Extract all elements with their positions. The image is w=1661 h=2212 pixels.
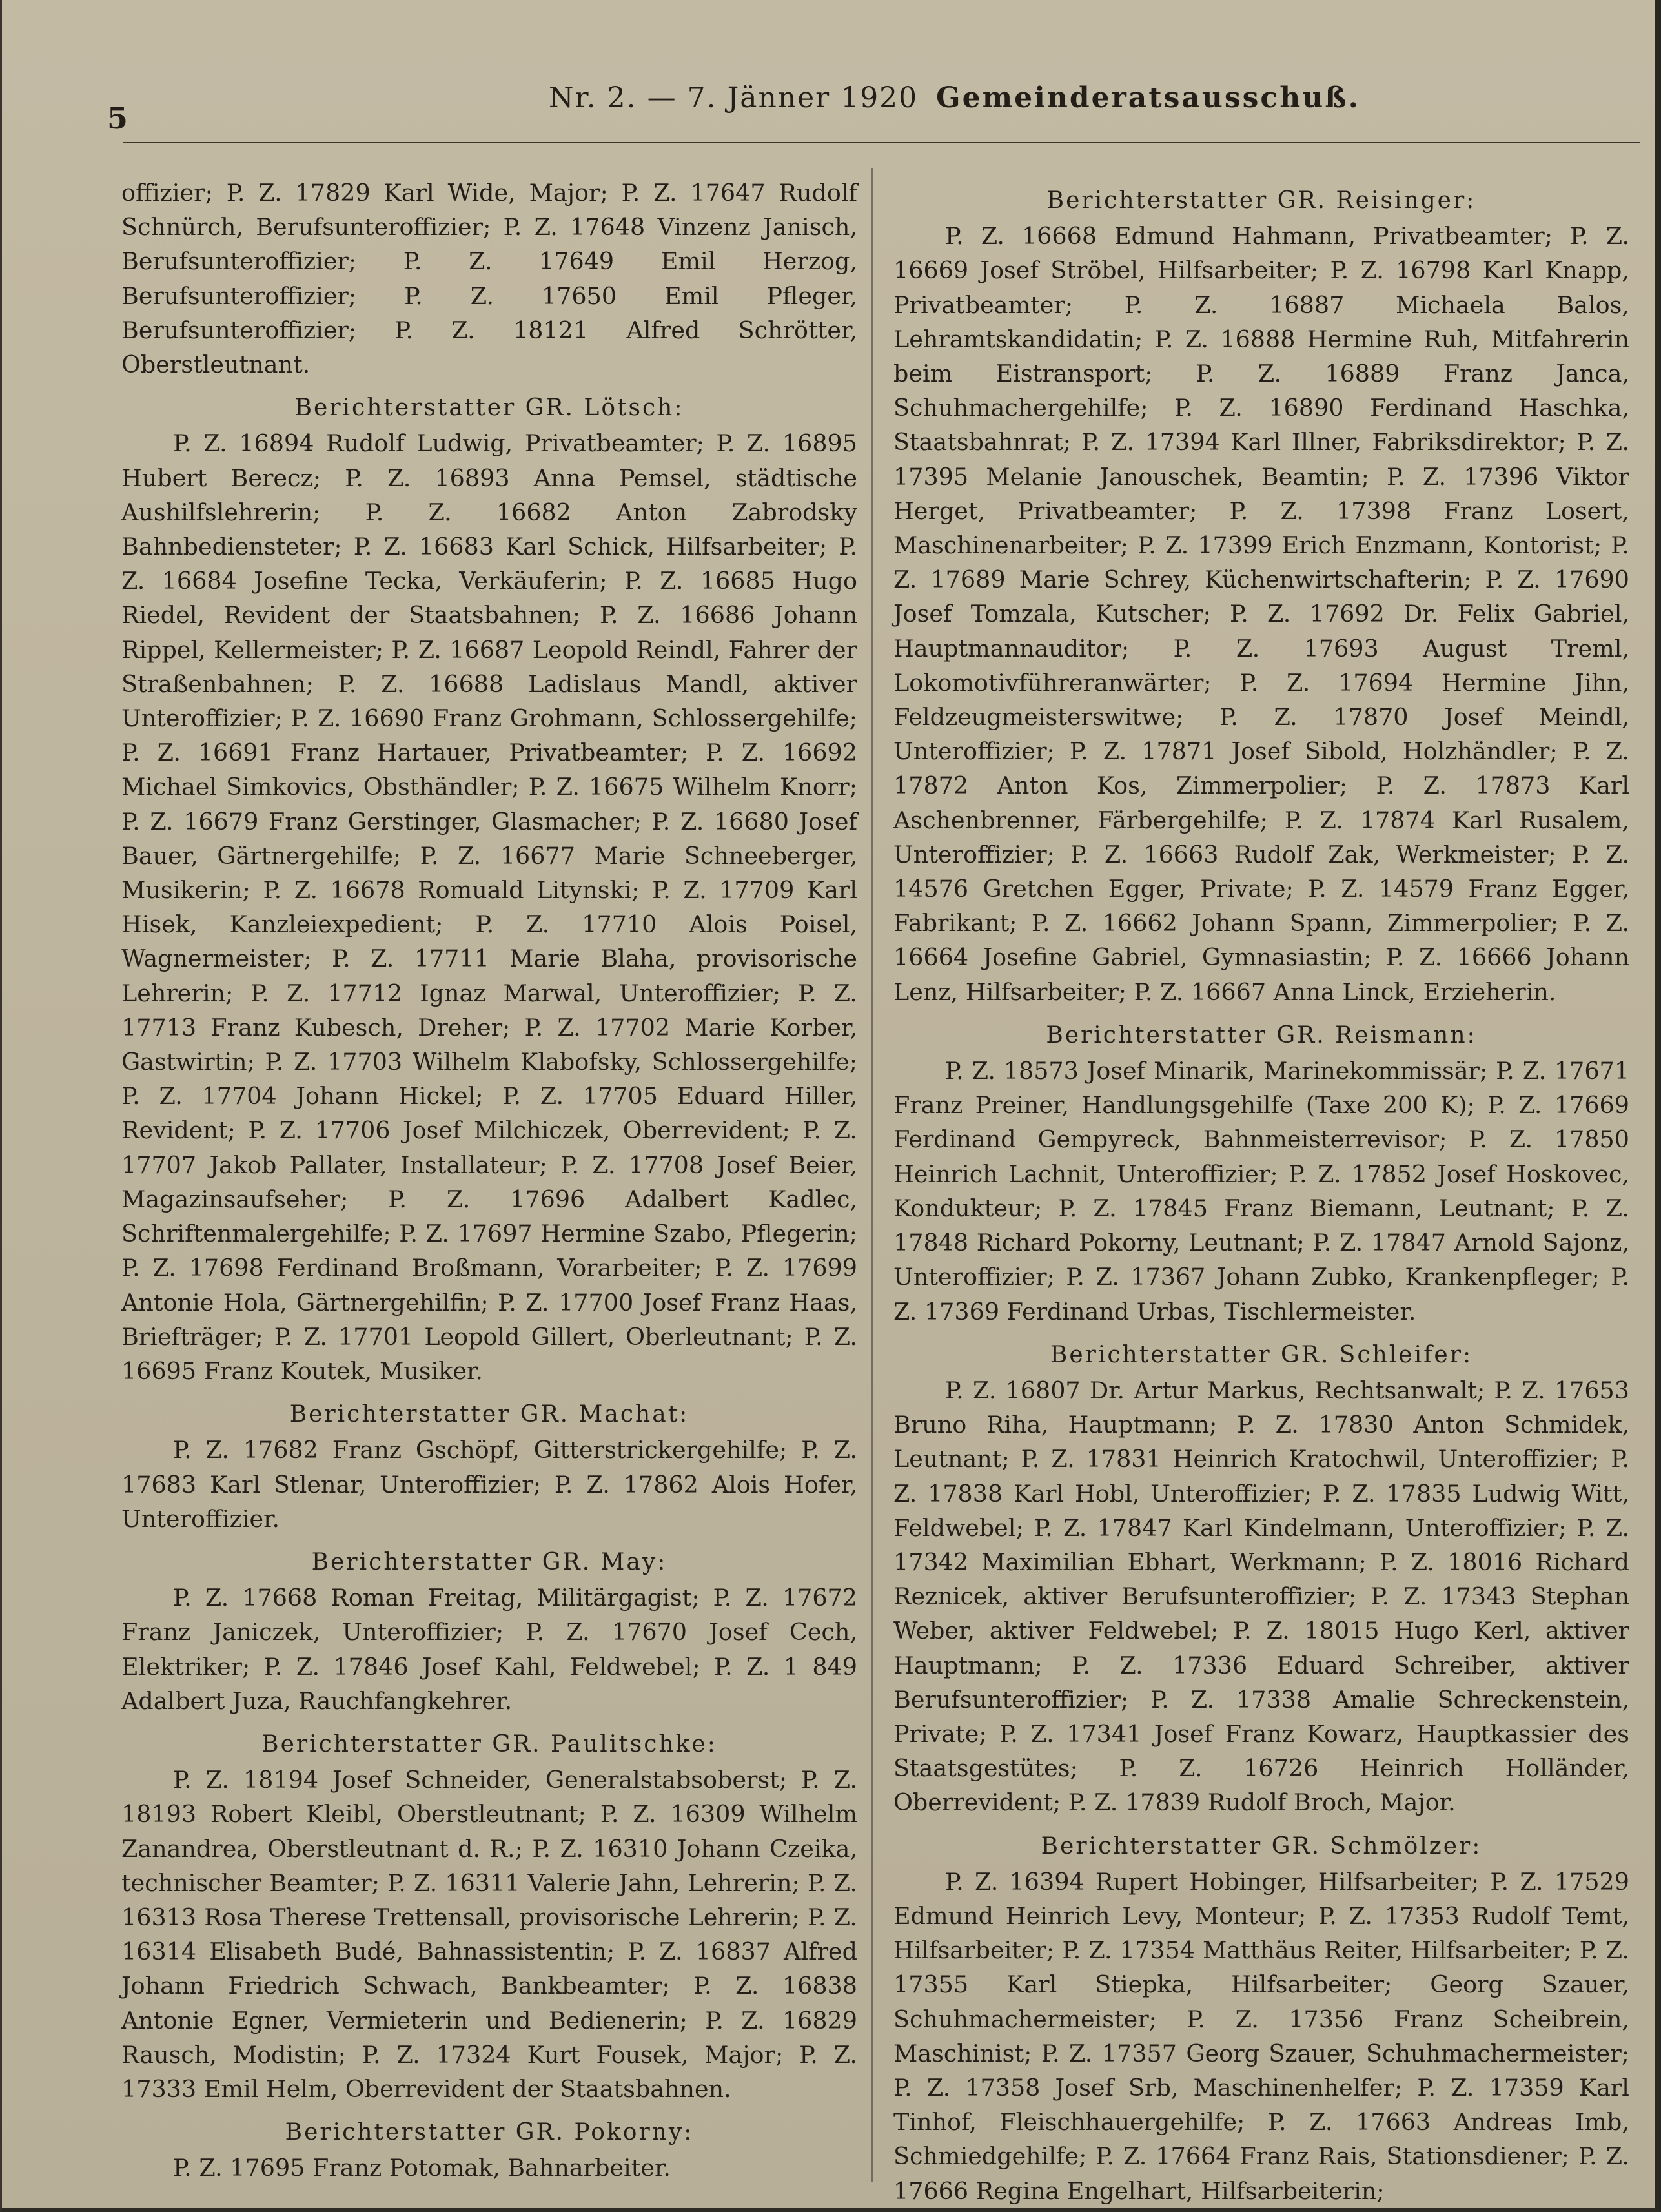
- section-heading: Berichterstatter GR. Pokorny:: [285, 2119, 694, 2146]
- section-paragraph: P. Z. 16668 Edmund Hahmann, Privatbeamter; P. Z. 16669 Josef Ströbel, Hilfsarbeiter; P. Z. 16798 Karl Knapp, Privatbeamter; P. Z. 16887 Michaela Balos, Lehramtskandidatin; P. Z. 16888 Hermine Ruh, Mitfahrerin beim Eistransport; P. Z. 16889 Franz Janca, Schuhmachergehilfe; P. Z. 16890 Ferdinand Haschka, Staatsbahnrat; P. Z. 17394 Karl Illner, Fabriksdirektor; P. Z. 17395 Melanie Janouschek, Beamtin; P. Z. 17396 Viktor Herget, Privatbeamter; P. Z. 17398 Franz Losert, Maschinenarbeiter; P. Z. 17399 Erich Enzmann, Kontorist; P. Z. 17689 Marie Schrey, Küchenwirtschafterin; P. Z. 17690 Josef Tomzala, Kutscher; P. Z. 17692 Dr. Felix Gabriel, Hauptmannauditor; P. Z. 17693 August Treml, Lokomotivführeranwärter; P. Z. 17694 Hermine Jihn, Feldzeugmeisterswitwe; P. Z. 17870 Josef Meindl, Unteroffizier; P. Z. 17871 Josef Sibold, Holzhändler; P. Z. 17872 Anton Kos, Zimmerpolier; P. Z. 17873 Karl Aschenbrenner, Färbergehilfe; P. Z. 17874 Karl Rusalem, Unteroffizier; P. Z. 16663 Rudolf Zak, Werkmeister; P. Z. 14576 Gretchen Egger, Private; P. Z. 14579 Franz Egger, Fabrikant; P. Z. 16662 Johann Spann, Zimmerpolier; P. Z. 16664 Josefine Gabriel, Gymnasiastin; P. Z. 16666 Johann Lenz, Hilfsarbeiter; P. Z. 16667 Anna Linck, Erzieherin.: [893, 222, 1629, 1006]
- section-paragraph: P. Z. 17695 Franz Potomak, Bahnarbeiter.: [173, 2154, 671, 2182]
- header-rule: [123, 141, 1640, 149]
- section-title: Gemeinderatsausschuß.: [936, 81, 1360, 114]
- section-heading: Berichterstatter GR. May:: [311, 1548, 667, 1575]
- section-heading: Berichterstatter GR. Reismann:: [1046, 1021, 1477, 1049]
- section-heading: Berichterstatter GR. Lötsch:: [294, 394, 684, 422]
- section-heading: Berichterstatter GR. Schmölzer:: [1041, 1832, 1482, 1859]
- left-column: [121, 176, 857, 2182]
- section-paragraph: P. Z. 17682 Franz Gschöpf, Gitterstrickergehilfe; P. Z. 17683 Karl Stlenar, Unteroffizier; P. Z. 17862 Alois Hofer, Unteroffizier.: [121, 1436, 857, 1533]
- page-number: 5: [107, 101, 128, 136]
- section-paragraph: P. Z. 16394 Rupert Hobinger, Hilfsarbeiter; P. Z. 17529 Edmund Heinrich Levy, Monteur; P. Z. 17353 Rudolf Temt, Hilfsarbeiter; P. Z. 17354 Matthäus Reiter, Hilfsarbeiter; P. Z. 17355 Karl Stiepka, Hilfsarbeiter; Georg Szauer, Schuhmachermeister; P. Z. 17356 Franz Scheibrein, Maschinist; P. Z. 17357 Georg Szauer, Schuhmachermeister; P. Z. 17358 Josef Srb, Maschinenhelfer; P. Z. 17359 Karl Tinhof, Fleischhauergehilfe; P. Z. 17663 Andreas Imb, Schmiedgehilfe; P. Z. 17664 Franz Rais, Stationsdiener; P. Z. 17666 Regina Engelhart, Hilfsarbeiterin;: [893, 1867, 1629, 2205]
- section-paragraph: P. Z. 16807 Dr. Artur Markus, Rechtsanwalt; P. Z. 17653 Bruno Riha, Hauptmann; P. Z. 17830 Anton Schmidek, Leutnant; P. Z. 17831 Heinrich Kratochwil, Unteroffizier; P. Z. 17838 Karl Hobl, Unteroffizier; P. Z. 17835 Ludwig Witt, Feldwebel; P. Z. 17847 Karl Kindelmann, Unteroffizier; P. Z. 17342 Maximilian Ebhart, Werkmann; P. Z. 18016 Richard Reznicek, aktiver Berufsunteroffizier; P. Z. 17343 Stephan Weber, aktiver Feldwebel; P. Z. 18015 Hugo Kerl, aktiver Hauptmann; P. Z. 17336 Eduard Schreiber, aktiver Berufsunteroffizier; P. Z. 17338 Amalie Schreckenstein, Private; P. Z. 17341 Josef Franz Kowarz, Hauptkassier des Staatsgestütes; P. Z. 16726 Heinrich Holländer, Oberrevident; P. Z. 17839 Rudolf Broch, Major.: [893, 1376, 1629, 1817]
- section-heading: Berichterstatter GR. Machat:: [289, 1401, 689, 1428]
- right-column: [893, 176, 1629, 2205]
- section-paragraph: P. Z. 16894 Rudolf Ludwig, Privatbeamter; P. Z. 16895 Hubert Berecz; P. Z. 16893 Anna Pemsel, städtische Aushilfslehrerin; P. Z. 16682 Anton Zabrodsky Bahnbediensteter; P. Z. 16683 Karl Schick, Hilfsarbeiter; P. Z. 16684 Josefine Tecka, Verkäuferin; P. Z. 16685 Hugo Riedel, Revident der Staatsbahnen; P. Z. 16686 Johann Rippel, Kellermeister; P. Z. 16687 Leopold Reindl, Fahrer der Straßenbahnen; P. Z. 16688 Ladislaus Mandl, aktiver Unteroffizier; P. Z. 16690 Franz Grohmann, Schlossergehilfe; P. Z. 16691 Franz Hartauer, Privatbeamter; P. Z. 16692 Michael Simkovics, Obsthändler; P. Z. 16675 Wilhelm Knorr; P. Z. 16679 Franz Gerstinger, Glasmacher; P. Z. 16680 Josef Bauer, Gärtnergehilfe; P. Z. 16677 Marie Schneeberger, Musikerin; P. Z. 16678 Romuald Litynski; P. Z. 17709 Karl Hisek, Kanzleiexpedient; P. Z. 17710 Alois Poisel, Wagnermeister; P. Z. 17711 Marie Blaha, provisorische Lehrerin; P. Z. 17712 Ignaz Marwal, Unteroffizier; P. Z. 17713 Franz Kubesch, Dreher; P. Z. 17702 Marie Korber, Gastwirtin; P. Z. 17703 Wilhelm Klabofsky, Schlossergehilfe; P. Z. 17704 Johann Hickel; P. Z. 17705 Eduard Hiller, Revident; P. Z. 17706 Josef Milchiczek, Oberrevident; P. Z. 17707 Jakob Pallater, Installateur; P. Z. 17708 Josef Beier, Magazinsaufseher; P. Z. 17696 Adalbert Kadlec, Schriftenmalergehilfe; P. Z. 17697 Hermine Szabo, Pflegerin; P. Z. 17698 Ferdinand Broßmann, Vorarbeiter; P. Z. 17699 Antonie Hola, Gärtnergehilfin; P. Z. 17700 Josef Franz Haas, Briefträger; P. Z. 17701 Leopold Gillert, Oberleutnant; P. Z. 16695 Franz Koutek, Musiker.: [121, 429, 857, 1385]
- page-header: [103, 76, 1640, 136]
- issue-line: Nr. 2. — 7. Jänner 1920: [549, 81, 919, 114]
- section-heading: Berichterstatter GR. Schleifer:: [1050, 1341, 1473, 1368]
- section-heading: Berichterstatter GR. Paulitschke:: [261, 1730, 717, 1757]
- section-heading: Berichterstatter GR. Reisinger:: [1046, 187, 1476, 214]
- continuation-paragraph: offizier; P. Z. 17829 Karl Wide, Major; P. Z. 17647 Rudolf Schnürch, Berufsunteroffizier; P. Z. 17648 Vinzenz Janisch, Berufsunteroffizier; P. Z. 17649 Emil Herzog, Berufsunteroffizier; P. Z. 17650 Emil Pfleger, Berufsunteroffizier; P. Z. 18121 Alfred Schrötter, Oberstleutnant.: [121, 179, 857, 379]
- section-paragraph: P. Z. 18194 Josef Schneider, Generalstabsoberst; P. Z. 18193 Robert Kleibl, Oberstleutnant; P. Z. 16309 Wilhelm Zanandrea, Oberstleutnant d. R.; P. Z. 16310 Johann Czeika, technischer Beamter; P. Z. 16311 Valerie Jahn, Lehrerin; P. Z. 16313 Rosa Therese Trettensall, provisorische Lehrerin; P. Z. 16314 Elisabeth Budé, Bahnassistentin; P. Z. 16837 Alfred Johann Friedrich Schwach, Bankbeamter; P. Z. 16838 Antonie Egner, Vermieterin und Bedienerin; P. Z. 16829 Rausch, Modistin; P. Z. 17324 Kurt Fousek, Major; P. Z. 17333 Emil Helm, Oberrevident der Staatsbahnen.: [121, 1766, 857, 2103]
- column-divider: [871, 168, 873, 2182]
- section-paragraph: P. Z. 17668 Roman Freitag, Militärgagist; P. Z. 17672 Franz Janiczek, Unteroffizier; P. Z. 17670 Josef Cech, Elektriker; P. Z. 17846 Josef Kahl, Feldwebel; P. Z. 1 849 Adalbert Juza, Rauchfangkehrer.: [121, 1584, 857, 1715]
- section-paragraph: P. Z. 18573 Josef Minarik, Marinekommissär; P. Z. 17671 Franz Preiner, Handlungsgehilfe (Taxe 200 K); P. Z. 17669 Ferdinand Gempyreck, Bahnmeisterrevisor; P. Z. 17850 Heinrich Lachnit, Unteroffizier; P. Z. 17852 Josef Hoskovec, Kondukteur; P. Z. 17845 Franz Biemann, Leutnant; P. Z. 17848 Richard Pokorny, Leutnant; P. Z. 17847 Arnold Sajonz, Unteroffizier; P. Z. 17367 Johann Zubko, Krankenpfleger; P. Z. 17369 Ferdinand Urbas, Tischlermeister.: [893, 1057, 1629, 1326]
